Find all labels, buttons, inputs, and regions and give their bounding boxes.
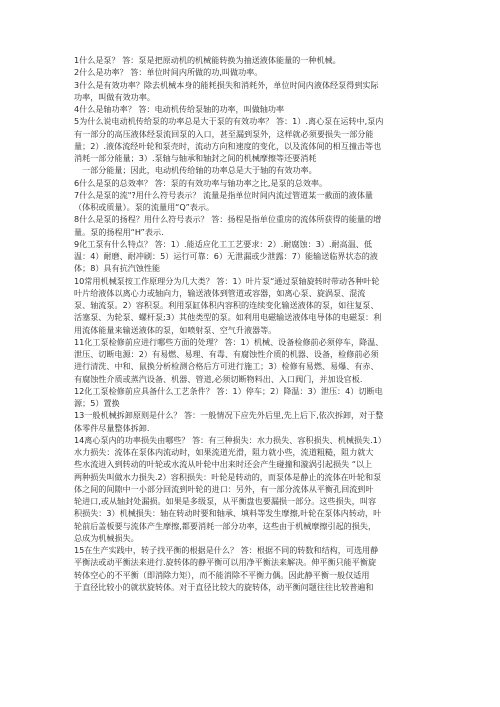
text-line: 于直径比较小的就状旋转体。对于直径比较大的旋转体，动平衡问题往往比较普遍和 bbox=[74, 581, 374, 592]
text-line: 量。泵的扬程用“H”表示. bbox=[74, 226, 164, 237]
text-line: 进行清洗、中和、鼠换分析检测合格后方可进行施工；3）检修有易燃、易爆、有赤、 bbox=[74, 361, 379, 372]
text-line: 体；8）具有抗汽蚀性能 bbox=[74, 263, 161, 274]
text-line: 量；2）.液体流经叶轮和泵壳时，流动方向和速度的变化，以及流体间的相互撞击等也 bbox=[74, 140, 382, 151]
text-line: 13一般机械拆卸原则是什么？ 答：一般情况下应先外后里,先上后下,依次拆卸，对于整 bbox=[74, 410, 384, 421]
text-line: 水力损失：流体在泵体内流动时，如果流道光滑，阻力就小些，流道粗糙，阻力就大 bbox=[74, 447, 374, 457]
text-line: 4什么是轴功率？ 答：电动机传给泵轴的功率，叫做轴功率 bbox=[74, 104, 285, 114]
text-line: 3什么是有效功率？除去机械本身的能耗损失和消耗外，单位时间内液体经泵得到实际 bbox=[74, 79, 379, 90]
text-line: 体之间的间隙中一小部分回流到叶轮的进口：另外，有一部分流体从平衡孔回流到叶 bbox=[74, 483, 374, 494]
text-line: 15在生产实践中，转子找平衡的根据是什么？ 答：根据不同的转数和结构，可选用静 bbox=[74, 545, 379, 555]
text-line: 14离心泵内的功率损失由哪些？ 答：有三种损失：水力损失、容积损失、机械损失.1） bbox=[74, 434, 386, 445]
text-line: 些水流进入到转动的叶轮或水流从叶轮中出来时还会产生碰撞和漩涡引起损失 “以上 bbox=[74, 459, 373, 470]
text-line: 活塞泵、为轮泵、螺杆泵;3）其他类型的泵。如利用电磁输送液体电导体的电磁泵：利 bbox=[74, 312, 382, 323]
text-line: 总成为机械损失。 bbox=[74, 532, 139, 543]
text-line: 有一部分的高压液体经泵流回泵的入口，甚至漏到泵外，这样就必须要损失一部分能 bbox=[74, 128, 374, 139]
text-line: 11化工泵检修前应进行哪些方面的处理？ 答：1）机械、设备检修前必须停车，降温、 bbox=[74, 336, 384, 347]
text-line: 源；5）置换 bbox=[74, 398, 120, 408]
text-line: 一部分能量；因此，电动机传给轴的功率总是大于轴的有效功率。 bbox=[82, 165, 317, 176]
text-line: 叶片给液体以离心力或轴向力，输送液体到管道或容器，如离心泵、旋涡泵、混流 bbox=[74, 287, 366, 298]
text-line: 5为什么说电动机传给泵的功率总是大于泵的有效功率？ 答：1）.离心泵在运转中,泵内 bbox=[74, 116, 384, 127]
text-line: 9化工泵有什么特点？ 答：1）.能适应化工工艺要求：2）.耐腐蚀：3）.耐高温、低 bbox=[74, 238, 372, 249]
text-line: 10常用机械泵按工作原理分为几大类？ 答：1）叶片泵“通过泵轴旋转时带动各种叶轮 bbox=[74, 275, 380, 286]
text-line: 1什么是泵？ 答：泵是把原动机的机械能转换为抽送液体能量的一种机械。 bbox=[74, 55, 341, 65]
text-line: 温：4）耐磨、耐冲刷：5）运行可靠：6）无泄漏或少泄露：7）能输送临界状态的液 bbox=[74, 251, 378, 261]
text-line: 转体空心的不平衡（即消除力矩），而不能消除不平衡力偶。因此静平衡一般仅适用 bbox=[74, 569, 370, 580]
text-line: 两种损失叫做水力损失.2）容积损失：叶轮是转动的，而泵体是静止的流体在叶轮和泵 bbox=[74, 471, 382, 482]
text-line: 6什么是泵的总效率？ 答：泵的有效功率与轴功率之比,是泵的总效率。 bbox=[74, 177, 328, 188]
text-line: 体零件尽量整体拆卸. bbox=[74, 422, 150, 433]
text-line: 功率，叫做有效功率。 bbox=[74, 91, 155, 102]
document-page bbox=[74, 54, 426, 593]
text-line: 消耗一部分能量；3）.泵轴与轴承和轴封之间的机械摩擦等还要消耗 bbox=[74, 153, 317, 163]
text-line: 12化工泵检修前应具备什么工艺条件？ 答：1）停车；2）降温：3）泄压：4）切断电 bbox=[74, 385, 383, 396]
text-line: 用流体能量来输送液体的泵，如喷射泵、空气升液器等。 bbox=[74, 324, 277, 335]
text-line: 7什么是泵的流"?用什么符号表示？ 流量是指单位时间内流过管道某一截面的液体量 bbox=[74, 189, 374, 200]
text-line: 有腐蚀性介质或蒸汽设备、机器、管道,必须切断物料出、入口阀门，并加设官板. bbox=[74, 373, 363, 384]
text-line: 2什么是功率？ 答：单位时间内所做的功,叫做功率。 bbox=[74, 67, 263, 78]
text-line: 泵、轴流泵。2）容积泵。利用泵缸体积内容积的连续变化输送液体的泵，如往复泵、 bbox=[74, 300, 379, 310]
text-line: 轮前后盖板要与流体产生摩擦,都要消耗一部分功率，这些由于机械摩擦引起的损失， bbox=[74, 520, 377, 531]
text-line: （体积或质量）。泵的流量用“Q”表示。 bbox=[74, 202, 215, 212]
text-line: 泄压、切断电源：2）有易燃、易理、有毒、有腐蚀性介质的机器、设备，检修前必须 bbox=[74, 349, 379, 359]
text-line: 积损失：3）机械损失：轴在转动时要和轴承、填料等发生摩擦,叶轮在泵体内转动，叶 bbox=[74, 508, 382, 519]
text-line: 8什么是泵的扬程？用什么符号表示？ 答：扬程是指单位重房的流体所获得的能量的增 bbox=[74, 214, 382, 225]
text-line: 平衡法或动平衡法来进行.旋转体的静平衡可以用净平衡法来解决。伸平衡只能平衡旋 bbox=[74, 557, 377, 568]
text-line: 轮进口,或从轴封处漏损。如果是多级泵，从平衡盘也要漏损一部分。这些损失，叫容 bbox=[74, 496, 377, 506]
